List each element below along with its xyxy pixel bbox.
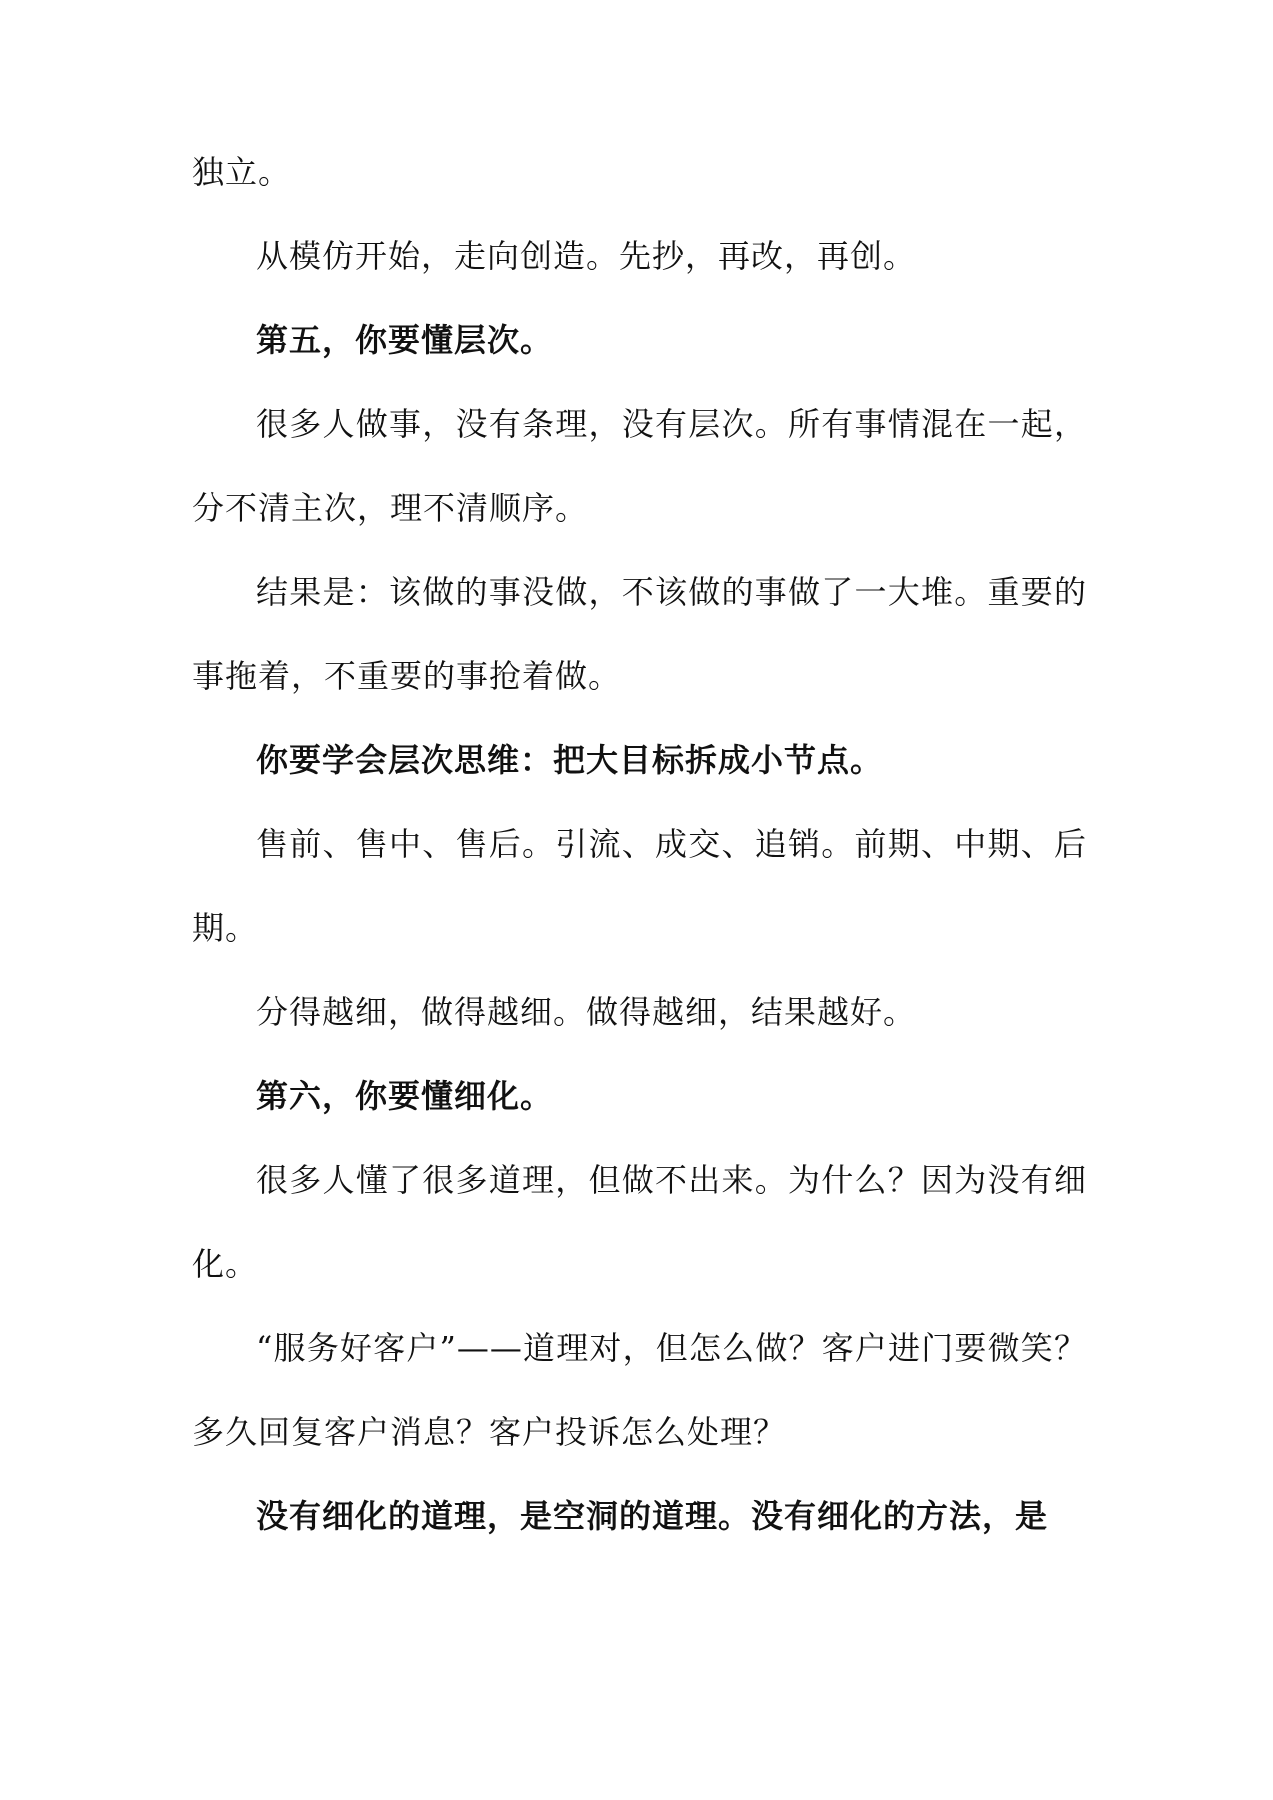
paragraph: 分得越细，做得越细。做得越细，结果越好。: [256, 993, 917, 1031]
paragraph: 结果是：该做的事没做，不该做的事做了一大堆。重要的事拖着，不重要的事抢着做。: [192, 573, 1087, 695]
paragraph: 很多人做事，没有条理，没有层次。所有事情混在一起，分不清主次，理不清顺序。: [192, 405, 1087, 527]
paragraph: “服务好客户”——道理对，但怎么做？客户进门要微笑？多久回复客户消息？客户投诉怎么处理？: [192, 1329, 1087, 1451]
paragraph: 售前、售中、售后。引流、成交、追销。前期、中期、后期。: [192, 825, 1087, 947]
paragraph: 很多人懂了很多道理，但做不出来。为什么？因为没有细化。: [192, 1161, 1087, 1283]
document-body: [192, 130, 1087, 1558]
emphasis-paragraph: 你要学会层次思维：把大目标拆成小节点。: [256, 741, 884, 779]
section-heading: 第五，你要懂层次。: [256, 321, 554, 359]
section-heading: 第六，你要懂细化。: [256, 1077, 554, 1115]
emphasis-paragraph: 没有细化的道理，是空洞的道理。没有细化的方法，是: [256, 1497, 1049, 1535]
paragraph: 从模仿开始，走向创造。先抄，再改，再创。: [256, 237, 917, 275]
paragraph: 独立。: [192, 153, 292, 191]
